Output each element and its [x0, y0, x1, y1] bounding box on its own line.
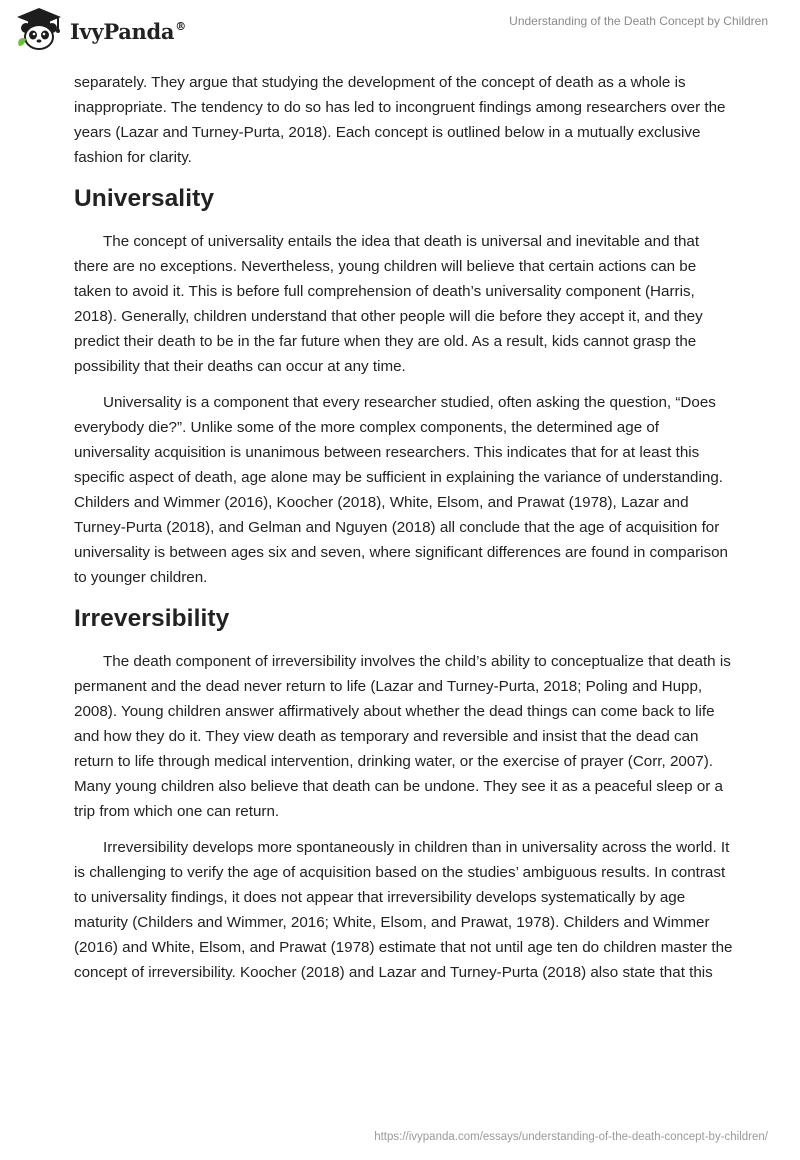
- paragraph-irreversibility-2: Irreversibility develops more spontaneously in children than in universality across the world. It is challenging to verify the age of acquisition based on the studies’ ambiguous results. In contrast to universality findings, it does not appear that irreversibility develops systematically by age maturity (Childers and Wimmer, 2016; White, Elsom, and Prawat, 1978). Childers and Wimmer (2016) and White, Elsom, and Prawat (1978) estimate that not until age ten do children master the concept of irreversibility. Koocher (2018) and Lazar and Turney-Purta (2018) also state that this: [74, 839, 733, 981]
- registered-mark: ®: [175, 19, 186, 33]
- essay-body: [74, 70, 734, 996]
- document-title: Understanding of the Death Concept by Children: [509, 14, 768, 28]
- page-header: [0, 0, 800, 70]
- brand-logo[interactable]: [14, 6, 186, 52]
- paragraph-continued: separately. They argue that studying the development of the concept of death as a whole is inappropriate. The tendency to do so has led to incongruent findings among researchers over the years (Lazar and Turney-Purta, 2018). Each concept is outlined below in a mutually exclusive fashion for clarity.: [74, 74, 726, 166]
- heading-universality: Universality: [74, 185, 215, 212]
- source-url[interactable]: https://ivypanda.com/essays/understanding-of-the-death-concept-by-children/: [374, 1131, 768, 1143]
- heading-irreversibility: Irreversibility: [74, 605, 230, 632]
- paragraph-universality-2: Universality is a component that every researcher studied, often asking the question, “Does everybody die?”. Unlike some of the more complex components, the determined age of universality acquisition is unanimous between researchers. This indicates that for at least this specific aspect of death, age alone may be sufficient in explaining the variance of understanding. Childers and Wimmer (2016), Koocher (2018), White, Elsom, and Prawat (1978), Lazar and Turney-Purta (2018), and Gelman and Nguyen (2018) all conclude that the age of acquisition for universality is between ages six and seven, where significant differences are found in comparison to younger children.: [74, 394, 728, 586]
- paragraph-universality-1: The concept of universality entails the idea that death is universal and inevitable and that there are no exceptions. Nevertheless, young children will believe that certain actions can be taken to avoid it. This is before full comprehension of death’s universality component (Harris, 2018). Generally, children understand that other people will die before they accept it, and they predict their death to be in the far future when they are old. As a result, kids cannot grasp the possibility that their deaths can occur at any time.: [74, 233, 703, 375]
- brand-name: IvyPanda®: [70, 18, 186, 44]
- paragraph-irreversibility-1: The death component of irreversibility involves the child’s ability to conceptualize that death is permanent and the dead never return to life (Lazar and Turney-Purta, 2018; Poling and Hupp, 2008). Young children answer affirmatively about whether the dead things can come back to life and how they do it. They view death as temporary and reversible and insist that the dead can return to life through medical intervention, drinking water, or the exercise of prayer (Corr, 2007). Many young children also believe that death can be undone. They see it as a peaceful sleep or a trip from which one can return.: [74, 653, 731, 820]
- panda-graduate-icon: [14, 6, 64, 52]
